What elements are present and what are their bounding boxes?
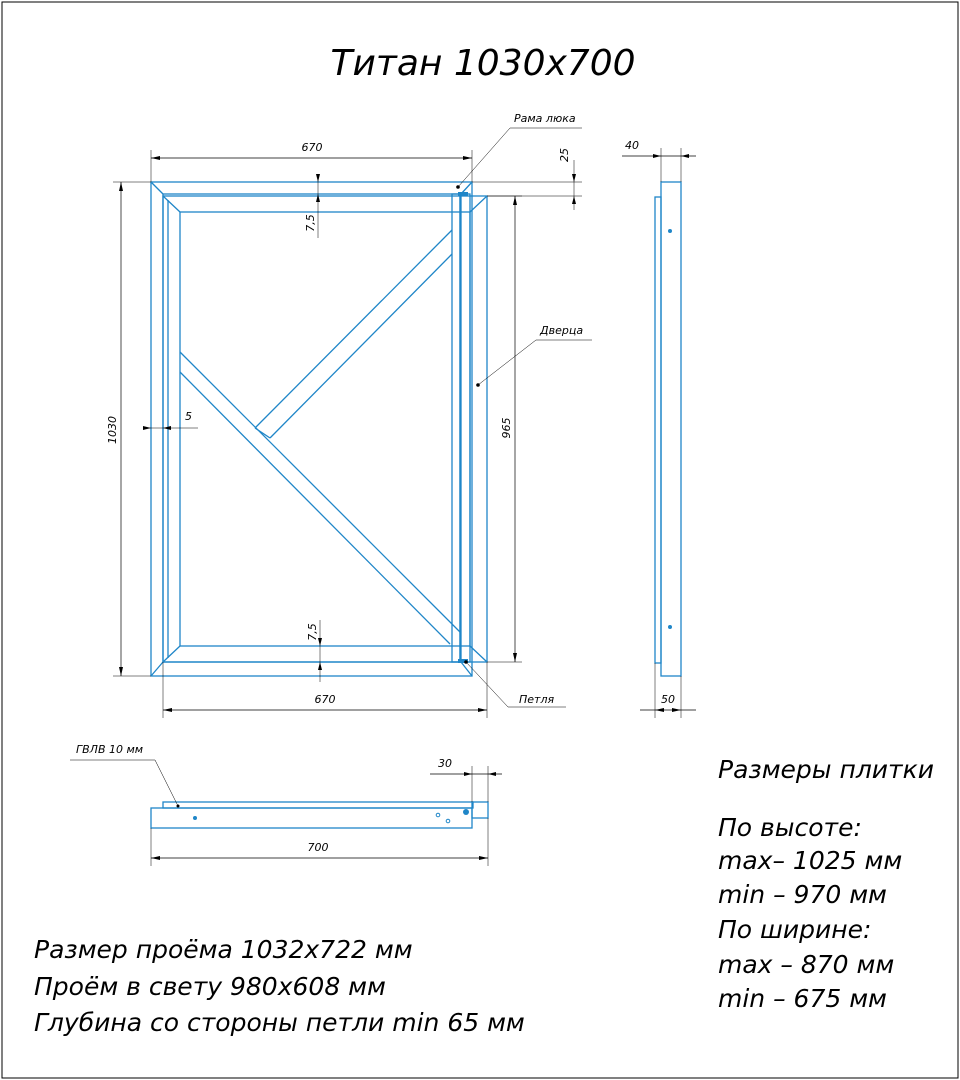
dim-section-depth: 30: [438, 757, 452, 770]
note-clear: Проём в свету 980х608 мм: [34, 972, 386, 1001]
dim-side-gap: 5: [185, 410, 192, 423]
dim-top-width: 670: [301, 141, 323, 154]
dim-inner-height: 965: [500, 417, 513, 439]
door-inner: [180, 212, 470, 646]
tile-height-heading: По высоте:: [718, 813, 862, 842]
section-view: [70, 743, 502, 866]
note-depth: Глубина со стороны петли min 65 мм: [34, 1008, 525, 1037]
notes: [34, 935, 525, 1037]
brace-diagonal-2: [255, 230, 452, 428]
dim-height: 1030: [106, 416, 119, 444]
label-door: Дверца: [540, 324, 584, 337]
tile-height-max: max– 1025 мм: [718, 846, 903, 875]
label-gvlv: ГВЛВ 10 мм: [76, 743, 144, 756]
dim-gap-top: 25: [558, 148, 571, 162]
side-frame: [661, 182, 681, 676]
side-view: [622, 139, 696, 718]
label-hinge: Петля: [519, 693, 555, 706]
section-gvlv: [163, 802, 473, 808]
hinge-bar: [452, 194, 460, 662]
tile-heading: Размеры плитки: [718, 755, 934, 784]
section-frame: [151, 808, 472, 828]
dim-frame-top: 7,5: [304, 214, 317, 232]
side-door: [655, 197, 661, 663]
dim-depth-top: 40: [625, 139, 639, 152]
tile-height-min: min – 970 мм: [718, 880, 887, 909]
hinge-top-mark: [458, 192, 468, 196]
label-frame: Рама люка: [514, 112, 576, 125]
dim-depth-bottom: 50: [661, 693, 675, 706]
dim-frame-bottom: 7,5: [306, 623, 319, 641]
dim-section-width: 700: [307, 841, 329, 854]
hatch-frame-inner: [163, 194, 461, 662]
tile-width-min: min – 675 мм: [718, 984, 887, 1013]
section-hinge: [472, 802, 488, 818]
note-opening: Размер проёма 1032х722 мм: [34, 935, 413, 964]
brace-diagonal-1: [180, 352, 460, 632]
tile-width-heading: По ширине:: [718, 915, 872, 944]
tile-sizes: [718, 755, 934, 1013]
door-outer: [163, 196, 487, 662]
hatch-frame-outer: [151, 182, 472, 676]
dim-bottom-width: 670: [314, 693, 336, 706]
front-view: [106, 112, 592, 718]
drawing-title: Титан 1030х700: [330, 43, 636, 84]
tile-width-max: max – 870 мм: [718, 950, 895, 979]
